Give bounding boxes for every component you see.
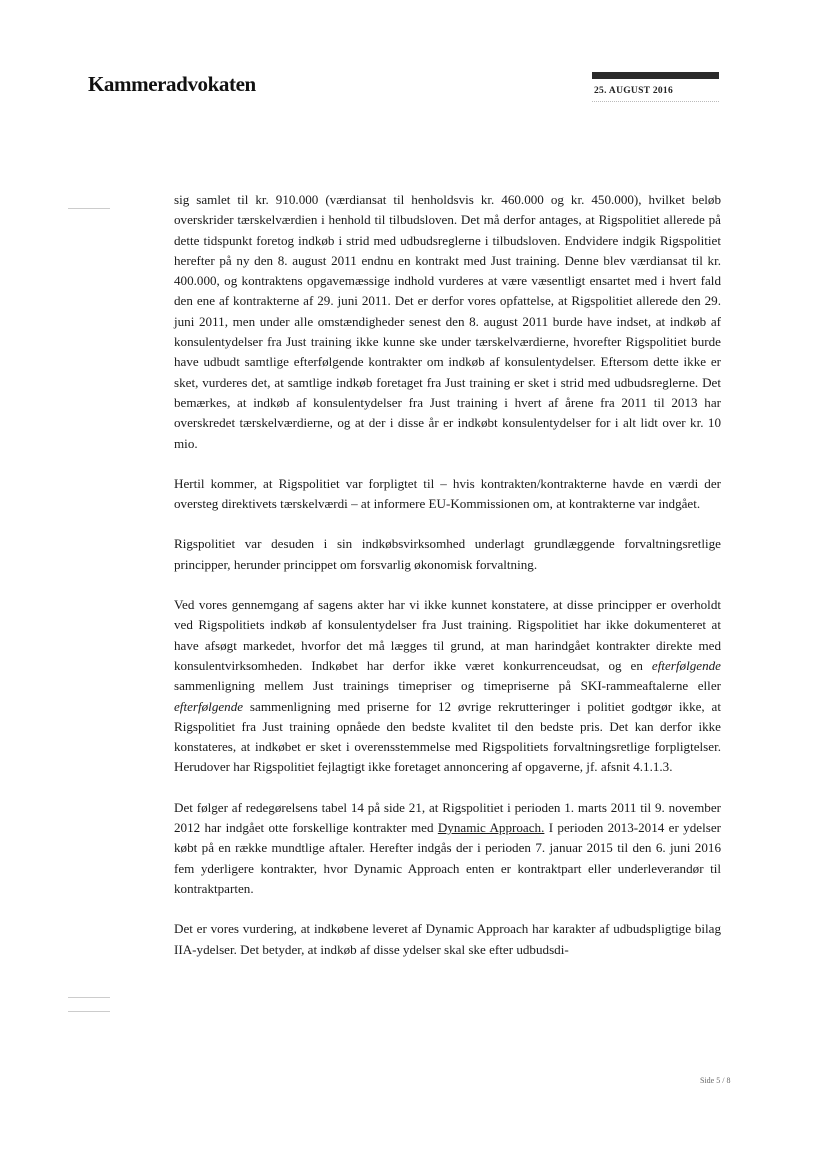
paragraph-text: sammenligning med priserne for 12 øvrige rekrutteringer i politiet godtgør ikke, at Rigspolitiet fra Just training opnåede den bedste kvalitet til den bedste pris. Det kan derfor ikke konstateres, at indkøbet er sket i overensstemmelse med Rigspolitiets forvaltningsretlige forpligtelser. Herudover har Rigspolitiet fejlagtigt ikke foretaget annoncering af opgaverne, jf. afsnit 4.1.1.3.: [174, 698, 721, 775]
paragraph: [174, 595, 721, 778]
paragraph: sig samlet til kr. 910.000 (værdiansat til henholdsvis kr. 460.000 og kr. 450.000), hvilket beløb overskrider tærskelværdien i henhold til tilbudsloven. Det må derfor antages, at Rigspolitiet allerede på dette tidspunkt foretog indkøb i strid med udbudsreglerne i tilbudsloven. Endvidere indgik Rigspolitiet herefter på ny den 8. august 2011 endnu en kontrakt med Just training. Denne blev værdiansat til kr. 400.000, og kontraktens opgavemæssige indhold vurderes at være væsentligt ensartet med i hvert fald den ene af kontrakterne af 29. juni 2011. Det er derfor vores opfattelse, at Rigspolitiet allerede den 29. juni 2011, men under alle omstændigheder senest den 8. august 2011 burde have indset, at indkøb af konsulentydelser fra Just training ikke kunne ske under tærskelværdierne, hvorefter Rigspolitiet burde have udbudt samtlige efterfølgende kontrakter om indkøb af konsulentydelser. Eftersom dette ikke er sket, vurderes det, at samtlige indkøb foretaget fra Just training er sket i strid med udbudsreglerne. Det bemærkes, at indkøb af konsulentydelser fra Just training i hvert af årene fra 2011 til 2013 har overskredet tærskelværdierne, og at der i disse år er indkøbt konsulentydelser for i alt lidt over kr. 10 mio.: [174, 192, 721, 451]
margin-mark: [68, 1011, 110, 1012]
header-rule: [592, 101, 719, 102]
header-bar: [592, 72, 719, 79]
paragraph: Hertil kommer, at Rigspolitiet var forpligtet til – hvis kontrakten/kontrakterne havde en værdi der oversteg direktivets tærskelværdi – at informere EU-Kommissionen om, at kontrakterne var indgået.: [174, 475, 721, 512]
paragraph-text: sammenligning mellem Just trainings timepriser og timepriserne på SKI-rammeaftalerne eller: [174, 678, 721, 694]
header-date: 25. AUGUST 2016: [594, 86, 674, 96]
emphasis-text: efterfølgende: [651, 657, 721, 673]
margin-mark: [68, 208, 110, 209]
margin-mark: [68, 997, 110, 998]
document-body: [174, 190, 721, 960]
underlined-text: Dynamic Approach.: [437, 820, 545, 836]
page-number: Side 5 / 8: [700, 1076, 731, 1085]
brand-logo: Kammeradvokaten: [88, 72, 256, 96]
paragraph-text: Det følger af redegørelsens tabel 14 på side 21, at Rigspolitiet i perioden 1. marts 2011 til 9. november 2012 har indgået otte forskellige kontrakter med: [174, 799, 721, 836]
paragraph: [174, 798, 721, 899]
paragraph-text: Ved vores gennemgang af sagens akter har vi ikke kunnet konstatere, at disse principper er overholdt ved Rigspolitiets indkøb af konsulentydelser fra Just training. Rigspolitiet har ikke dokumenteret at have afsøgt markedet, hvorfor det må lægges til grund, at man harindgået kontrakter direkte med konsulentvirksomheden. Indkøbet har derfor ikke været konkurrenceudsat, og en: [174, 597, 721, 673]
paragraph: Det er vores vurdering, at indkøbene leveret af Dynamic Approach har karakter af udbudspligtige bilag IIA-ydelser. Det betyder, at indkøb af disse ydelser skal ske efter udbudsdi-: [174, 921, 721, 957]
emphasis-text: efterfølgende: [174, 698, 244, 714]
paragraph-text: I perioden 2013-2014 er ydelser købt på en række mundtlige aftaler. Herefter indgås der i perioden 7. januar 2015 til den 6. juni 2016 fem yderligere kontrakter, hvor Dynamic Approach enten er kontraktpart eller underleverandør til kontraktparten.: [174, 820, 721, 896]
paragraph: Rigspolitiet var desuden i sin indkøbsvirksomhed underlagt grundlæggende forvaltningsretlige principper, herunder princippet om forsvarlig økonomisk forvaltning.: [174, 536, 721, 572]
